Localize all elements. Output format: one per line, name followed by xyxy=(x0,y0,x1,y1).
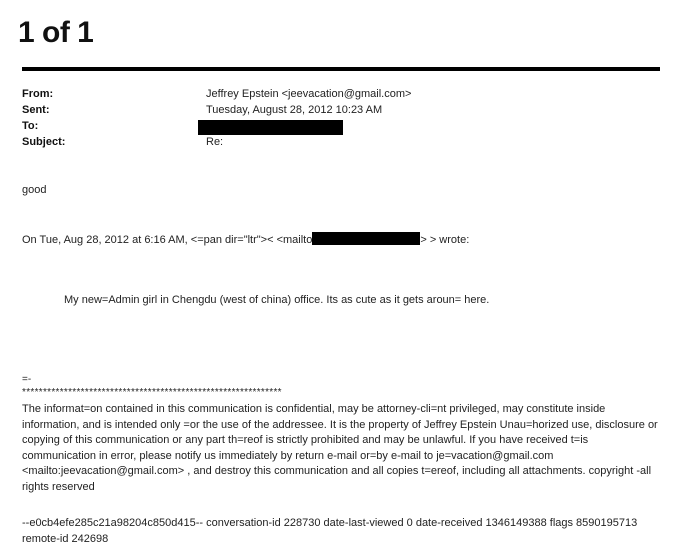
quote-suffix: > > wrote: xyxy=(420,234,470,246)
page-count: 1 of 1 xyxy=(18,16,94,49)
email-redaction xyxy=(312,232,420,245)
from-value: Jeffrey Epstein <jeevacation@gmail.com> xyxy=(206,88,412,100)
sent-value: Tuesday, August 28, 2012 10:23 AM xyxy=(206,104,383,116)
header-divider xyxy=(22,67,660,71)
metadata-footer: --e0cb4efe285c21a98204c850d415-- conversation-id 228730 date-last-viewed 0 date-received 1346149388 flags 8590195713 remote-id 242698 xyxy=(22,517,638,545)
quote-header xyxy=(22,232,469,246)
subject-label: Subject: xyxy=(22,136,66,148)
quote-prefix: On Tue, Aug 28, 2012 at 6:16 AM, <=pan dir="ltr">< <mailto xyxy=(22,234,313,246)
to-redaction xyxy=(198,120,343,135)
confidentiality-disclaimer: The informat=on contained in this communication is confidential, may be attorney-cli=nt privileged, may constitute inside information, and is intended only =or the use of the addressee. It is the property of Jeffrey Epstein Unau=horized use, disclosure or copying of this communication or any part th=reof is strictly prohibited and may be unlawful. If you have received t=is communication in error, please notify us immediately by return e-mail or=by e-mail to je=vacation@gmail.com <mailto:jeevacation@gmail.com> , and destroy this communication and all copies t=ereof, including all attachments. copyright -all rights reserved xyxy=(22,403,658,493)
asterisk-line: ************************************************************** xyxy=(22,387,282,398)
to-label: To: xyxy=(22,120,39,132)
quoted-body: My new=Admin girl in Chengdu (west of china) office. Its as cute as it gets aroun= here. xyxy=(64,294,490,306)
separator-marker: =- xyxy=(22,374,32,385)
subject-value: Re: xyxy=(206,136,224,148)
sent-label: Sent: xyxy=(22,104,50,116)
reply-text: good xyxy=(22,184,47,196)
from-label: From: xyxy=(22,88,54,100)
